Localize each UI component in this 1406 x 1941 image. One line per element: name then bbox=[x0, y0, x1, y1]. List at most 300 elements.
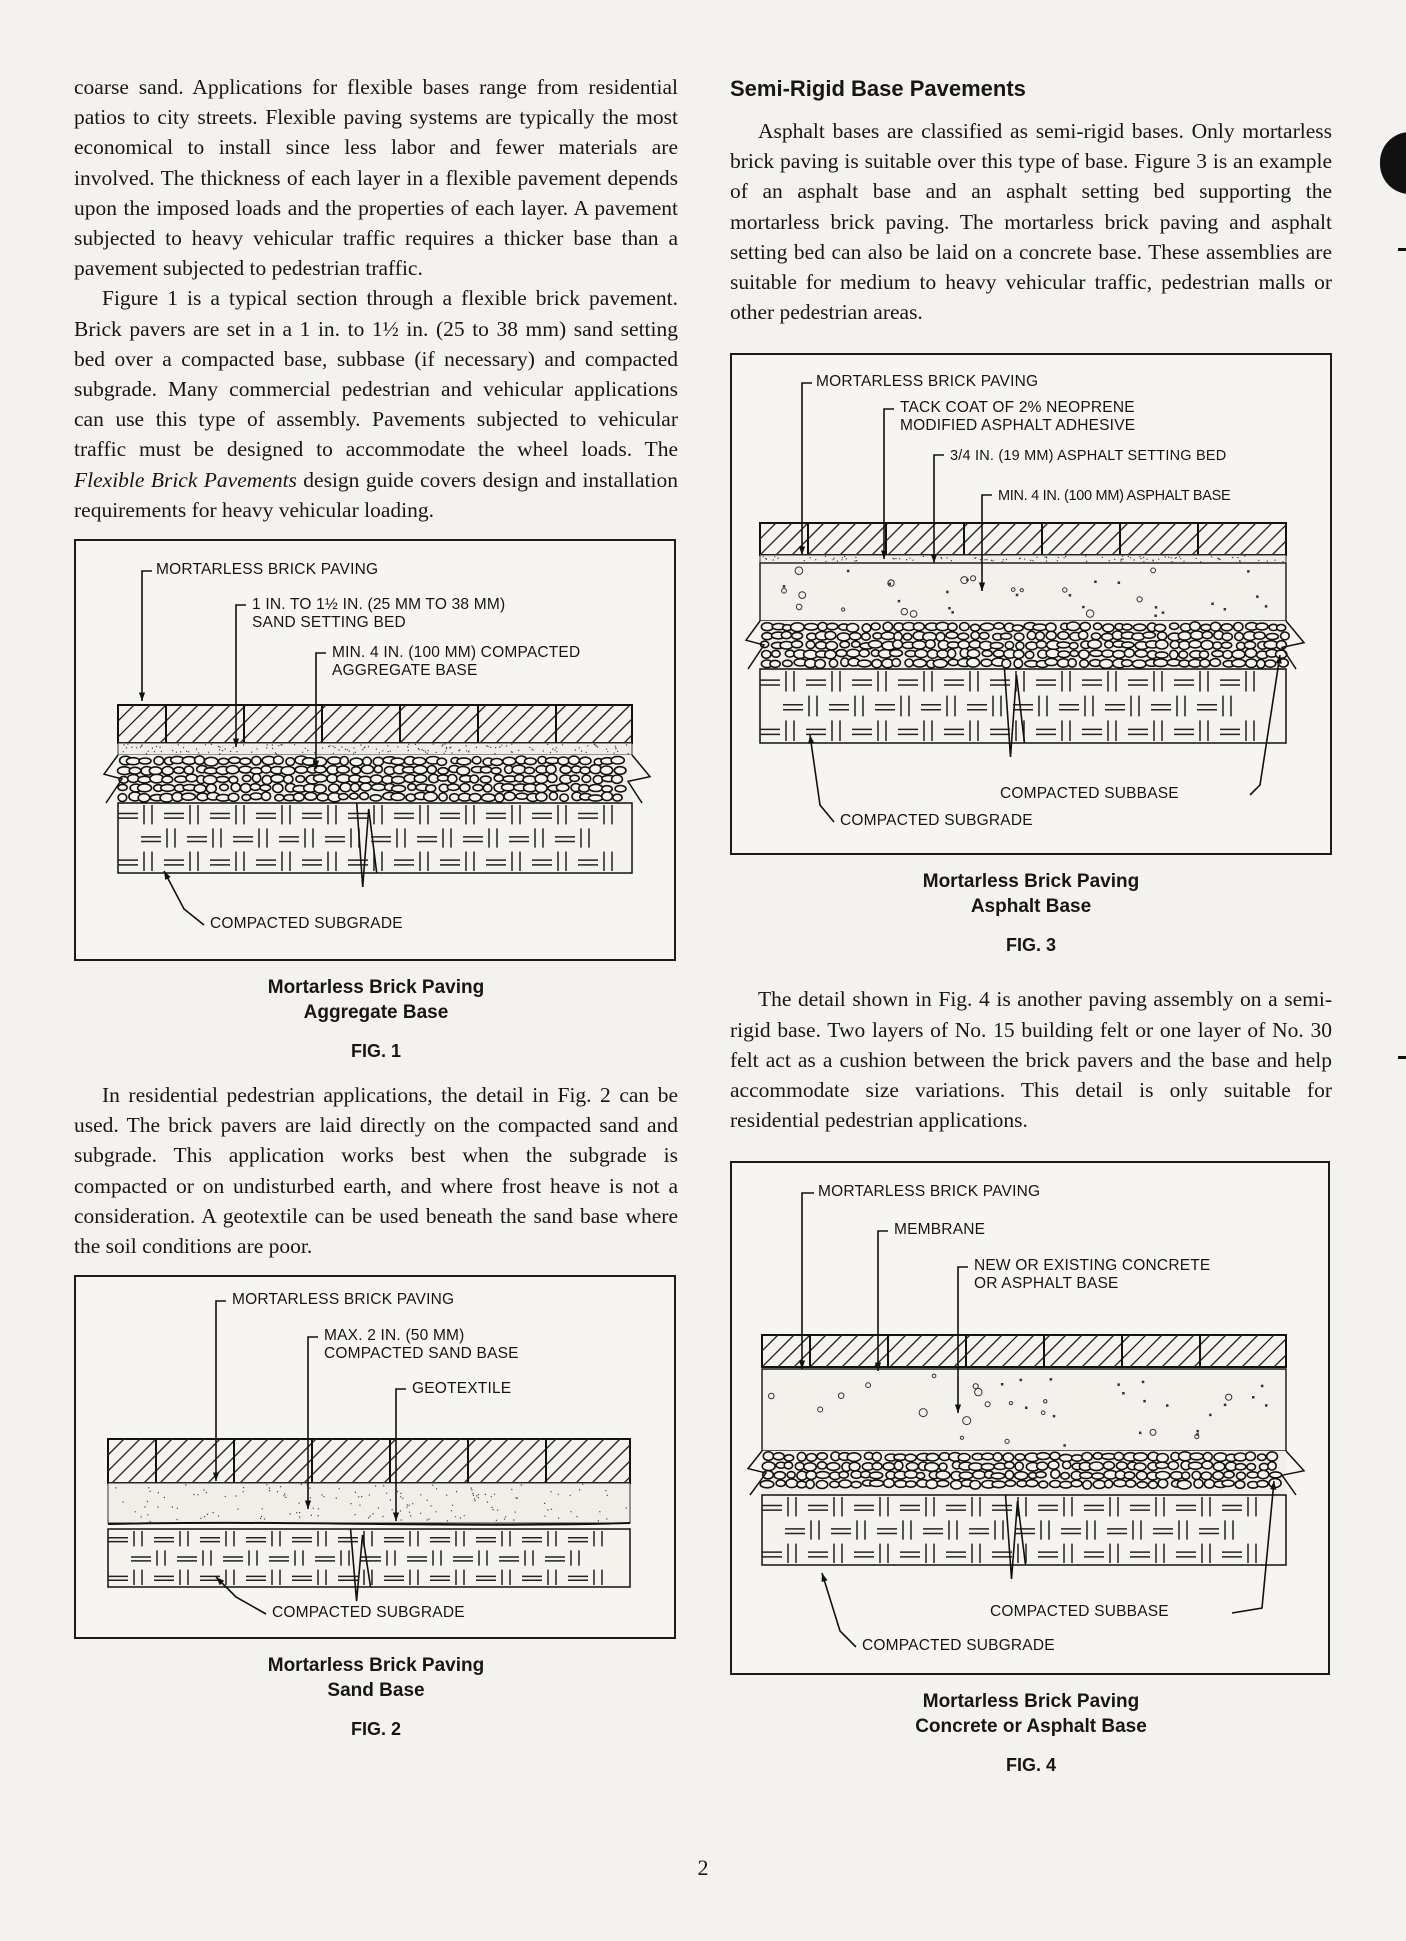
gravel-stone bbox=[1201, 1472, 1211, 1480]
gravel-stone bbox=[1093, 1453, 1102, 1460]
gravel-stone bbox=[872, 1463, 882, 1470]
gravel-stone bbox=[1158, 1480, 1168, 1489]
gravel-stone bbox=[829, 660, 837, 668]
gravel-stone bbox=[229, 776, 238, 783]
gravel-stone bbox=[1222, 633, 1232, 641]
gravel-stone bbox=[1157, 1454, 1169, 1463]
gravel-stone bbox=[536, 792, 547, 801]
gravel-stone bbox=[271, 775, 284, 783]
gravel-stone bbox=[1178, 632, 1191, 640]
gravel-stone bbox=[1103, 624, 1114, 632]
gravel-stone bbox=[503, 757, 516, 765]
gravel-stone bbox=[149, 767, 162, 775]
gravel-stone bbox=[1134, 625, 1146, 632]
fig3-label-asphalt-base: MIN. 4 IN. (100 MM) ASPHALT BASE bbox=[998, 488, 1231, 505]
sand-layer bbox=[760, 555, 1286, 563]
fig3-label-subgrade: COMPACTED SUBGRADE bbox=[840, 812, 1033, 830]
sand-layer bbox=[108, 1483, 630, 1523]
gravel-stone bbox=[560, 766, 571, 774]
gravel-stone bbox=[1026, 1480, 1038, 1487]
gravel-stone bbox=[1235, 633, 1244, 641]
gravel-stone bbox=[494, 775, 503, 782]
gravel-stone bbox=[600, 766, 612, 775]
gravel-stone bbox=[1116, 1462, 1127, 1470]
gravel-stone bbox=[337, 766, 350, 773]
aggregate-dot bbox=[1142, 1381, 1145, 1384]
gravel-stone bbox=[217, 776, 229, 782]
gravel-stone bbox=[1204, 1480, 1214, 1489]
gravel-stone bbox=[491, 768, 501, 774]
gravel-stone bbox=[615, 786, 626, 792]
gravel-stone bbox=[1091, 633, 1100, 640]
gravel-stone bbox=[1143, 632, 1155, 638]
gravel-stone bbox=[1072, 1455, 1083, 1461]
gravel-stone bbox=[129, 767, 141, 774]
gravel-stone bbox=[1247, 1472, 1258, 1478]
gravel-stone bbox=[1237, 1473, 1246, 1480]
gravel-stone bbox=[1179, 641, 1190, 650]
gravel-stone bbox=[1192, 1472, 1201, 1480]
gravel-stone bbox=[457, 758, 471, 765]
gravel-stone bbox=[1102, 634, 1114, 641]
gravel-stone bbox=[933, 660, 947, 668]
fig3-label-tack-coat: TACK COAT OF 2% NEOPRENE MODIFIED ASPHALT ADHESIVE bbox=[900, 399, 1136, 435]
gravel-stone bbox=[1092, 1473, 1104, 1479]
gravel-stone bbox=[781, 632, 791, 639]
gravel-stone bbox=[350, 758, 363, 766]
edge-tick-mark bbox=[1398, 1056, 1406, 1059]
gravel-stone bbox=[570, 775, 579, 781]
gravel-stone bbox=[1080, 623, 1090, 631]
gravel-stone bbox=[524, 767, 534, 773]
gravel-stone bbox=[1001, 634, 1012, 640]
gravel-stone bbox=[817, 1453, 827, 1460]
gravel-stone bbox=[1235, 1464, 1246, 1470]
gravel-stone bbox=[1190, 1453, 1203, 1460]
gravel-stone bbox=[361, 765, 373, 773]
aggregate-dot bbox=[1211, 603, 1214, 606]
gravel-stone bbox=[480, 776, 491, 783]
leader-arrowhead bbox=[822, 1573, 828, 1582]
gravel-stone bbox=[894, 1462, 903, 1471]
aggregate-dot bbox=[1247, 571, 1250, 574]
fig2-number: FIG. 2 bbox=[350, 1719, 401, 1740]
gravel-stone bbox=[1222, 643, 1232, 649]
gravel-stone bbox=[1277, 625, 1286, 631]
aggregate-dot bbox=[1209, 1414, 1212, 1417]
brick-paving-layer bbox=[762, 1335, 1286, 1367]
gravel-stone bbox=[1088, 640, 1102, 649]
gravel-stone bbox=[1212, 651, 1224, 657]
gravel-stone bbox=[195, 756, 205, 765]
gravel-stone bbox=[1154, 625, 1165, 632]
gravel-stone bbox=[160, 793, 173, 802]
figure-4-section-drawing bbox=[732, 1163, 1328, 1673]
gravel-stone bbox=[391, 758, 404, 765]
gravel-stone bbox=[1036, 1472, 1046, 1478]
gravel-stone bbox=[126, 758, 140, 765]
gravel-stone bbox=[1079, 650, 1089, 659]
gravel-stone bbox=[329, 784, 340, 792]
gravel-stone bbox=[481, 767, 492, 773]
gravel-stone bbox=[1246, 1452, 1256, 1461]
gravel-stone bbox=[408, 784, 416, 791]
gravel-stone bbox=[1222, 1481, 1234, 1487]
fig4-label-membrane: MEMBRANE bbox=[894, 1221, 986, 1239]
paragraph-residential-applications: In residential pedestrian applications, the detail in Fig. 2 can be used. The brick pavers are laid directly on the compacted sand and subgrade. This application works best when the subgrade is compacted or on undisturbed earth, and where frost heave is not a consideration. A geotextile can be used beneath the sand base where the soil conditions are poor. bbox=[74, 1083, 678, 1259]
gravel-stone bbox=[1100, 660, 1113, 669]
fig1-caption: Mortarless Brick Paving Aggregate Base bbox=[267, 977, 485, 1024]
gravel-stone bbox=[1247, 1464, 1256, 1471]
gravel-stone bbox=[138, 776, 151, 783]
gravel-stone bbox=[1137, 1482, 1147, 1488]
gravel-stone bbox=[427, 766, 436, 774]
gravel-stone bbox=[806, 1471, 816, 1480]
gravel-stone bbox=[883, 623, 892, 632]
gravel-stone bbox=[1015, 1472, 1028, 1480]
gravel-stone bbox=[786, 1479, 798, 1488]
aggregate-dot bbox=[1016, 594, 1019, 597]
aggregate-dot bbox=[847, 570, 850, 573]
gravel-stone bbox=[937, 650, 948, 658]
aggregate-dot bbox=[1050, 1379, 1053, 1382]
gravel-stone bbox=[806, 1480, 814, 1488]
gravel-stone bbox=[1223, 651, 1232, 659]
gravel-stone bbox=[1190, 622, 1200, 631]
aggregate-dot bbox=[1063, 1445, 1066, 1448]
gravel-stone bbox=[1070, 651, 1078, 657]
gravel-stone bbox=[1156, 1463, 1169, 1469]
gravel-stone bbox=[579, 785, 590, 792]
gravel-stone bbox=[862, 633, 871, 640]
gravel-stone bbox=[535, 774, 548, 783]
gravel-stone bbox=[970, 1481, 980, 1490]
gravel-stone bbox=[1050, 1453, 1060, 1461]
gravel-stone bbox=[906, 1481, 916, 1487]
gravel-stone bbox=[763, 1452, 773, 1461]
aggregate-dot bbox=[1053, 1415, 1056, 1418]
figure-4-diagram bbox=[730, 1161, 1330, 1675]
gravel-stone bbox=[1266, 634, 1278, 640]
gravel-stone bbox=[261, 766, 271, 773]
gravel-stone bbox=[1155, 652, 1168, 658]
left-column bbox=[74, 72, 678, 1740]
gravel-stone bbox=[850, 633, 861, 640]
aggregate-dot bbox=[1139, 1432, 1142, 1435]
gravel-stone bbox=[925, 1463, 939, 1472]
gravel-stone bbox=[274, 756, 284, 764]
gravel-stone bbox=[1126, 1480, 1136, 1487]
gravel-stone bbox=[1202, 632, 1212, 639]
gravel-stone bbox=[1005, 1462, 1015, 1469]
gravel-stone bbox=[1270, 1472, 1282, 1478]
gravel-stone bbox=[795, 1463, 804, 1471]
gravel-stone bbox=[317, 794, 328, 801]
brick-paving-layer bbox=[108, 1439, 630, 1483]
gravel-stone bbox=[242, 775, 251, 781]
gravel-stone bbox=[859, 650, 869, 657]
gravel-stone bbox=[872, 660, 882, 668]
aggregate-dot bbox=[1265, 606, 1268, 609]
gravel-stone bbox=[971, 632, 979, 640]
gravel-stone bbox=[1122, 625, 1132, 631]
fig4-label-subbase: COMPACTED SUBBASE bbox=[990, 1603, 1169, 1621]
gravel-stone bbox=[773, 1453, 784, 1460]
gravel-stone bbox=[1094, 624, 1102, 631]
gravel-stone bbox=[482, 794, 496, 802]
gravel-stone bbox=[252, 756, 261, 765]
gravel-stone bbox=[1168, 1462, 1178, 1470]
gravel-stone bbox=[275, 794, 284, 801]
gravel-stone bbox=[906, 1463, 918, 1471]
gravel-stone bbox=[760, 1481, 774, 1488]
gravel-stone bbox=[1005, 1471, 1013, 1480]
gravel-stone bbox=[912, 641, 926, 649]
gravel-stone bbox=[1254, 632, 1265, 639]
gravel-stone bbox=[589, 795, 603, 801]
gravel-stone bbox=[174, 767, 184, 773]
gravel-stone bbox=[1234, 623, 1243, 632]
gravel-stone bbox=[806, 641, 815, 649]
gravel-stone bbox=[958, 1454, 970, 1462]
gravel-stone bbox=[602, 786, 612, 792]
gravel-stone bbox=[351, 783, 360, 791]
gravel-stone bbox=[1015, 1454, 1025, 1461]
gravel-stone bbox=[847, 650, 860, 658]
gravel-stone bbox=[851, 1482, 861, 1488]
gravel-stone bbox=[1046, 624, 1056, 633]
gravel-stone bbox=[128, 775, 139, 783]
gravel-stone bbox=[340, 757, 348, 766]
figure-1-diagram bbox=[74, 539, 676, 961]
gravel-stone bbox=[1057, 642, 1070, 648]
section-heading: Semi-Rigid Base Pavements bbox=[730, 76, 1026, 101]
gravel-stone bbox=[1039, 1482, 1048, 1489]
gravel-stone bbox=[549, 792, 557, 800]
gravel-stone bbox=[858, 661, 871, 668]
aggregate-dot bbox=[1001, 1383, 1004, 1386]
gravel-stone bbox=[1257, 660, 1265, 669]
gravel-stone bbox=[1213, 642, 1222, 649]
gravel-stone bbox=[776, 1480, 785, 1486]
gravel-stone bbox=[982, 1454, 994, 1461]
aggregate-dot bbox=[1166, 1405, 1169, 1408]
gravel-stone bbox=[1244, 642, 1255, 649]
gravel-stone bbox=[473, 785, 483, 791]
gravel-stone bbox=[1027, 632, 1036, 640]
gravel-stone bbox=[391, 793, 405, 800]
gravel-stone bbox=[472, 757, 481, 764]
aggregate-dot bbox=[1256, 596, 1259, 599]
gravel-stone bbox=[862, 624, 871, 632]
gravel-stone bbox=[1060, 1482, 1072, 1489]
gravel-stone bbox=[804, 1463, 817, 1471]
gravel-stone bbox=[502, 784, 515, 791]
figure-3-diagram bbox=[730, 353, 1332, 855]
gravel-stone bbox=[836, 650, 847, 657]
gravel-stone bbox=[504, 792, 515, 800]
gravel-stone bbox=[580, 757, 591, 764]
gravel-stone bbox=[1124, 1472, 1134, 1479]
gravel-stone bbox=[495, 793, 504, 802]
gravel-stone bbox=[948, 650, 956, 659]
gravel-stone bbox=[936, 1471, 950, 1479]
gravel-stone bbox=[973, 1471, 986, 1479]
leader-line bbox=[164, 871, 204, 925]
gravel-stone bbox=[305, 792, 317, 800]
fig3-label-subbase: COMPACTED SUBBASE bbox=[1000, 785, 1179, 803]
gravel-stone bbox=[958, 641, 969, 649]
gravel-stone bbox=[350, 793, 359, 799]
gravel-stone bbox=[1148, 1481, 1157, 1488]
gravel-stone bbox=[558, 757, 569, 765]
gravel-stone bbox=[1200, 660, 1210, 668]
gravel-stone bbox=[852, 642, 860, 648]
fig4-label-subgrade: COMPACTED SUBGRADE bbox=[862, 1637, 1055, 1655]
gravel-stone bbox=[589, 785, 603, 792]
gravel-stone bbox=[1069, 643, 1078, 650]
gravel-stone bbox=[948, 660, 958, 666]
gravel-stone bbox=[414, 775, 426, 783]
gravel-stone bbox=[1177, 1481, 1191, 1490]
gravel-stone bbox=[203, 776, 217, 785]
gravel-stone bbox=[284, 775, 293, 783]
fig1-label-aggregate-base: MIN. 4 IN. (100 MM) COMPACTED AGGREGATE BASE bbox=[332, 644, 581, 680]
gravel-stone bbox=[1258, 1454, 1266, 1460]
gravel-stone bbox=[967, 650, 979, 658]
gravel-stone bbox=[1213, 1463, 1224, 1472]
gravel-stone bbox=[457, 767, 470, 776]
gravel-stone bbox=[1061, 1473, 1070, 1480]
gravel-stone bbox=[1189, 1463, 1203, 1470]
gravel-stone bbox=[818, 1462, 827, 1469]
gravel-stone bbox=[186, 774, 197, 782]
gravel-stone bbox=[450, 794, 459, 802]
paragraph-flexible-bases: coarse sand. Applications for flexible bases range from residential patios to city streets. Flexible paving systems are typically the most economical to install since less labor and fewer materials are involved. The thickness of each layer in a flexible pavement depends upon the imposed loads and the properties of each layer. A pavement subjected to heavy vehicular traffic requires a thicker base than a pavement subjected to pedestrian traffic. bbox=[74, 75, 678, 281]
gravel-stone bbox=[816, 1481, 827, 1489]
gravel-stone bbox=[1025, 652, 1033, 659]
gravel-stone bbox=[556, 784, 569, 792]
gravel-stone bbox=[982, 651, 992, 657]
gravel-stone bbox=[242, 794, 251, 800]
gravel-stone bbox=[535, 784, 547, 793]
gravel-stone bbox=[981, 1464, 994, 1471]
gravel-stone bbox=[1089, 1462, 1103, 1471]
gravel-stone bbox=[1246, 659, 1257, 668]
figure-2-diagram bbox=[74, 1275, 676, 1639]
gravel-stone bbox=[792, 633, 803, 640]
gravel-stone bbox=[1068, 659, 1076, 667]
gravel-stone bbox=[913, 660, 926, 668]
right-column bbox=[730, 72, 1332, 1776]
gravel-stone bbox=[372, 784, 386, 791]
gravel-stone bbox=[1005, 1481, 1015, 1487]
gravel-stone bbox=[849, 1463, 860, 1472]
gravel-stone bbox=[1257, 1481, 1268, 1488]
gravel-stone bbox=[371, 775, 383, 783]
aggregate-dot bbox=[1155, 607, 1158, 610]
gravel-stone bbox=[614, 767, 626, 775]
gravel-stone bbox=[340, 783, 351, 792]
gravel-stone bbox=[314, 775, 327, 782]
gravel-stone bbox=[1265, 660, 1276, 667]
gravel-stone bbox=[568, 756, 579, 764]
gravel-stone bbox=[1058, 632, 1069, 640]
gravel-stone bbox=[884, 1479, 895, 1488]
gravel-stone bbox=[363, 757, 372, 765]
gravel-stone bbox=[240, 758, 251, 764]
gravel-stone bbox=[1232, 651, 1245, 659]
gravel-stone bbox=[787, 1472, 795, 1479]
aggregate-dot bbox=[1224, 608, 1227, 611]
gravel-stone bbox=[314, 784, 326, 793]
gravel-stone bbox=[797, 1482, 807, 1489]
gravel-stone bbox=[784, 1455, 793, 1461]
gravel-stone bbox=[837, 633, 850, 641]
gravel-stone bbox=[560, 794, 568, 801]
aggregate-dot bbox=[1025, 1407, 1028, 1410]
gravel-stone bbox=[1170, 651, 1178, 660]
gravel-stone bbox=[1113, 651, 1125, 659]
gravel-stone bbox=[847, 1453, 861, 1462]
gravel-stone bbox=[774, 1472, 785, 1479]
gravel-stone bbox=[1281, 632, 1290, 640]
fig4-label-paving: MORTARLESS BRICK PAVING bbox=[818, 1183, 1041, 1201]
gravel-stone bbox=[1033, 625, 1047, 631]
gravel-stone bbox=[447, 784, 459, 790]
gravel-stone bbox=[1134, 1463, 1146, 1471]
gravel-stone bbox=[904, 1471, 917, 1479]
gravel-stone bbox=[1016, 642, 1024, 650]
gravel-stone bbox=[805, 624, 818, 631]
gravel-stone bbox=[328, 757, 342, 764]
gravel-stone bbox=[1201, 641, 1213, 650]
gravel-stone bbox=[483, 784, 491, 792]
aggregate-dot bbox=[783, 585, 786, 588]
aggregate-dot bbox=[1082, 606, 1085, 609]
gravel-stone bbox=[138, 784, 152, 792]
gravel-stone bbox=[840, 642, 849, 649]
gravel-stone bbox=[516, 793, 528, 799]
gravel-stone bbox=[613, 794, 622, 801]
gravel-stone bbox=[1210, 659, 1221, 667]
gravel-stone bbox=[1156, 640, 1168, 649]
gravel-stone bbox=[762, 651, 771, 659]
gravel-stone bbox=[1154, 659, 1168, 667]
gravel-stone bbox=[413, 758, 426, 765]
gravel-stone bbox=[869, 641, 882, 648]
gravel-stone bbox=[830, 1482, 839, 1488]
gravel-stone bbox=[971, 625, 980, 632]
aggregate-dot bbox=[1252, 1396, 1255, 1399]
fig2-label-subgrade: COMPACTED SUBGRADE bbox=[272, 1604, 465, 1622]
gravel-stone bbox=[980, 624, 994, 631]
gravel-stone bbox=[424, 792, 438, 801]
gravel-stone bbox=[816, 1472, 829, 1479]
gravel-stone bbox=[1179, 651, 1188, 658]
aggregate-dot bbox=[889, 583, 892, 586]
gravel-stone bbox=[870, 1481, 884, 1487]
gravel-stone bbox=[826, 642, 838, 650]
gravel-stone bbox=[1235, 1481, 1245, 1489]
gravel-stone bbox=[991, 1473, 1004, 1479]
gravel-stone bbox=[373, 757, 383, 765]
sand-layer bbox=[118, 743, 632, 755]
gravel-stone bbox=[926, 1454, 938, 1462]
page-number: 2 bbox=[697, 1855, 709, 1880]
gravel-stone bbox=[1156, 1472, 1170, 1480]
gravel-stone bbox=[525, 758, 537, 765]
